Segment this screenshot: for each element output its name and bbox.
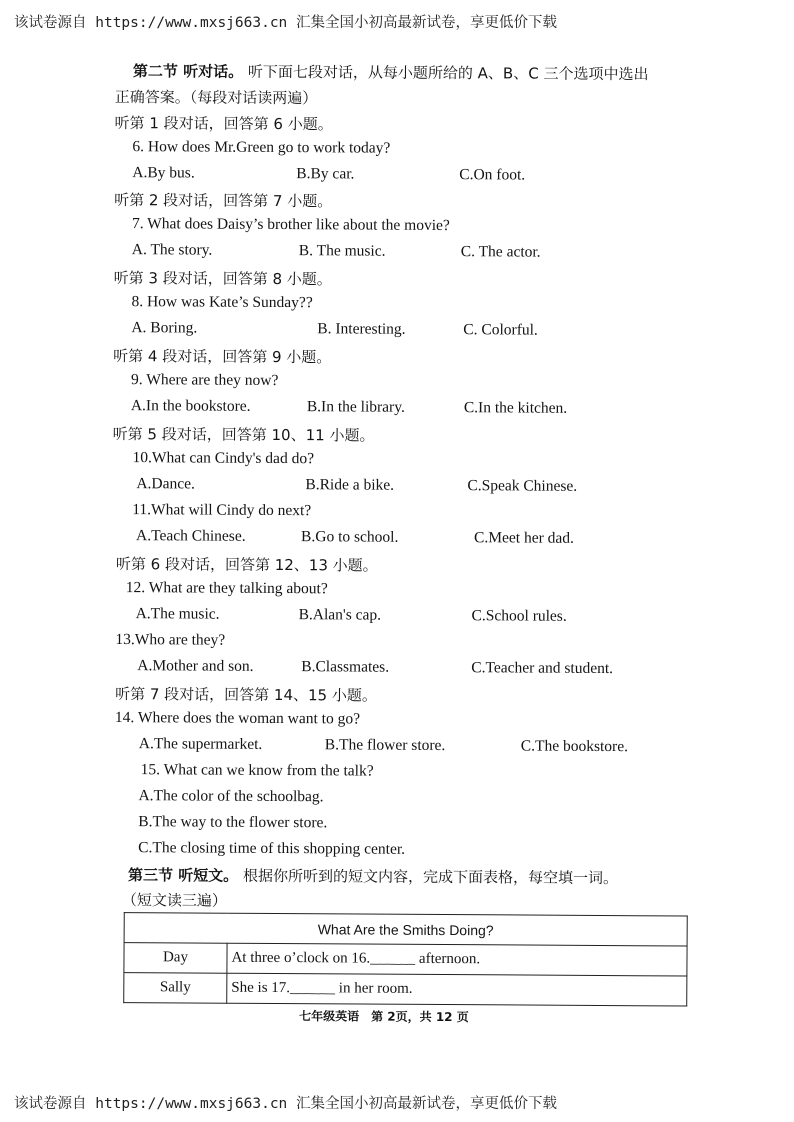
q13-option-b: B.Classmates. (301, 658, 390, 676)
section3-instruction: 根据你所听到的短文内容，完成下面表格，每空填一词。 (242, 866, 619, 888)
section3-heading (128, 864, 618, 888)
q11-option-c: C.Meet her dad. (474, 529, 574, 547)
smiths-table (123, 912, 688, 1006)
q9-option-c: C.In the kitchen. (463, 399, 568, 417)
q6-option-a: A.By bus. (132, 164, 195, 182)
q11-option-b: B.Go to school. (301, 528, 399, 546)
q14-option-c: C.The bookstore. (520, 737, 629, 756)
section2-title: 第二节 听对话。 (132, 62, 244, 81)
row-text-sally: She is 17.______ in her room. (227, 973, 687, 1006)
table-title: What Are the Smiths Doing? (124, 913, 687, 946)
group-header-1: 听第 1 段对话，回答第 6 小题。 (114, 113, 333, 134)
exam-page (112, 56, 705, 1025)
q6-option-c: C.On foot. (459, 166, 526, 184)
section3-title: 第三节 听短文。 (127, 866, 239, 885)
group-header-3: 听第 3 段对话，回答第 8 小题。 (113, 268, 332, 289)
q8-option-a: A. Boring. (131, 319, 198, 337)
q8-option-c: C. Colorful. (463, 321, 538, 339)
q12-option-a: A.The music. (135, 605, 220, 623)
q7-option-c: C. The actor. (460, 243, 541, 261)
group-header-7: 听第 7 段对话，回答第 14、15 小题。 (115, 685, 377, 705)
q12-option-b: B.Alan's cap. (298, 606, 382, 624)
group-header-2: 听第 2 段对话，回答第 7 小题。 (114, 190, 333, 211)
section2-heading (133, 60, 649, 84)
source-banner-top: 该试卷源自 https://www.mxsj663.cn 汇集全国小初高最新试卷，享更低价下载 (14, 15, 558, 31)
page-footer: 七年级英语 第 2页，共 12 页 (299, 1009, 469, 1025)
q13-option-a: A.Mother and son. (137, 657, 254, 675)
section3-instruction-2: （短文读三遍） (121, 891, 227, 910)
q10-option-b: B.Ride a bike. (305, 476, 395, 494)
row-text-day: At three o’clock on 16.______ afternoon. (227, 943, 687, 976)
row-label-sally: Sally (124, 973, 227, 1004)
question-6: 6. How does Mr.Green go to work today? (132, 138, 391, 157)
q11-option-a: A.Teach Chinese. (136, 527, 246, 545)
section2-instruction-2: 正确答案。（每段对话读两遍） (114, 87, 318, 108)
question-9: 9. Where are they now? (130, 371, 279, 390)
question-8: 8. How was Kate’s Sunday?? (131, 293, 313, 312)
question-12: 12. What are they talking about? (125, 579, 328, 598)
question-10: 10.What can Cindy's dad do? (132, 449, 315, 468)
row-label-day: Day (124, 943, 227, 974)
question-15: 15. What can we know from the talk? (140, 761, 374, 780)
q7-option-b: B. The music. (298, 242, 386, 260)
q15-option-a: A.The color of the schoolbag. (138, 787, 324, 806)
question-14: 14. Where does the woman want to go? (114, 709, 361, 728)
q7-option-a: A. The story. (131, 241, 213, 259)
group-header-4: 听第 4 段对话，回答第 9 小题。 (113, 346, 332, 367)
q9-option-a: A.In the bookstore. (130, 397, 251, 415)
question-13: 13.Who are they? (115, 631, 226, 649)
q6-option-b: B.By car. (296, 165, 355, 183)
group-header-6: 听第 6 段对话，回答第 12、13 小题。 (115, 555, 378, 575)
section2-instruction: 听下面七段对话，从每小题所给的 A、B、C 三个选项中选出 (247, 62, 649, 84)
table-row (124, 973, 687, 1006)
q12-option-c: C.School rules. (471, 607, 567, 625)
question-11: 11.What will Cindy do next? (132, 501, 312, 520)
q9-option-b: B.In the library. (306, 398, 405, 416)
q14-option-a: A.The supermarket. (138, 735, 263, 753)
q15-option-b: B.The way to the flower store. (138, 813, 328, 832)
q10-option-a: A.Dance. (136, 475, 195, 493)
q14-option-b: B.The flower store. (324, 736, 446, 755)
table-row (124, 943, 687, 976)
question-7: 7. What does Daisy’s brother like about the movie? (131, 215, 450, 235)
group-header-5: 听第 5 段对话，回答第 10、11 小题。 (112, 424, 375, 445)
q8-option-b: B. Interesting. (317, 320, 406, 338)
q13-option-c: C.Teacher and student. (471, 659, 614, 678)
source-banner-bottom: 该试卷源自 https://www.mxsj663.cn 汇集全国小初高最新试卷，享更低价下载 (14, 1096, 558, 1112)
q15-option-c: C.The closing time of this shopping center. (138, 839, 406, 858)
q10-option-c: C.Speak Chinese. (467, 477, 578, 495)
